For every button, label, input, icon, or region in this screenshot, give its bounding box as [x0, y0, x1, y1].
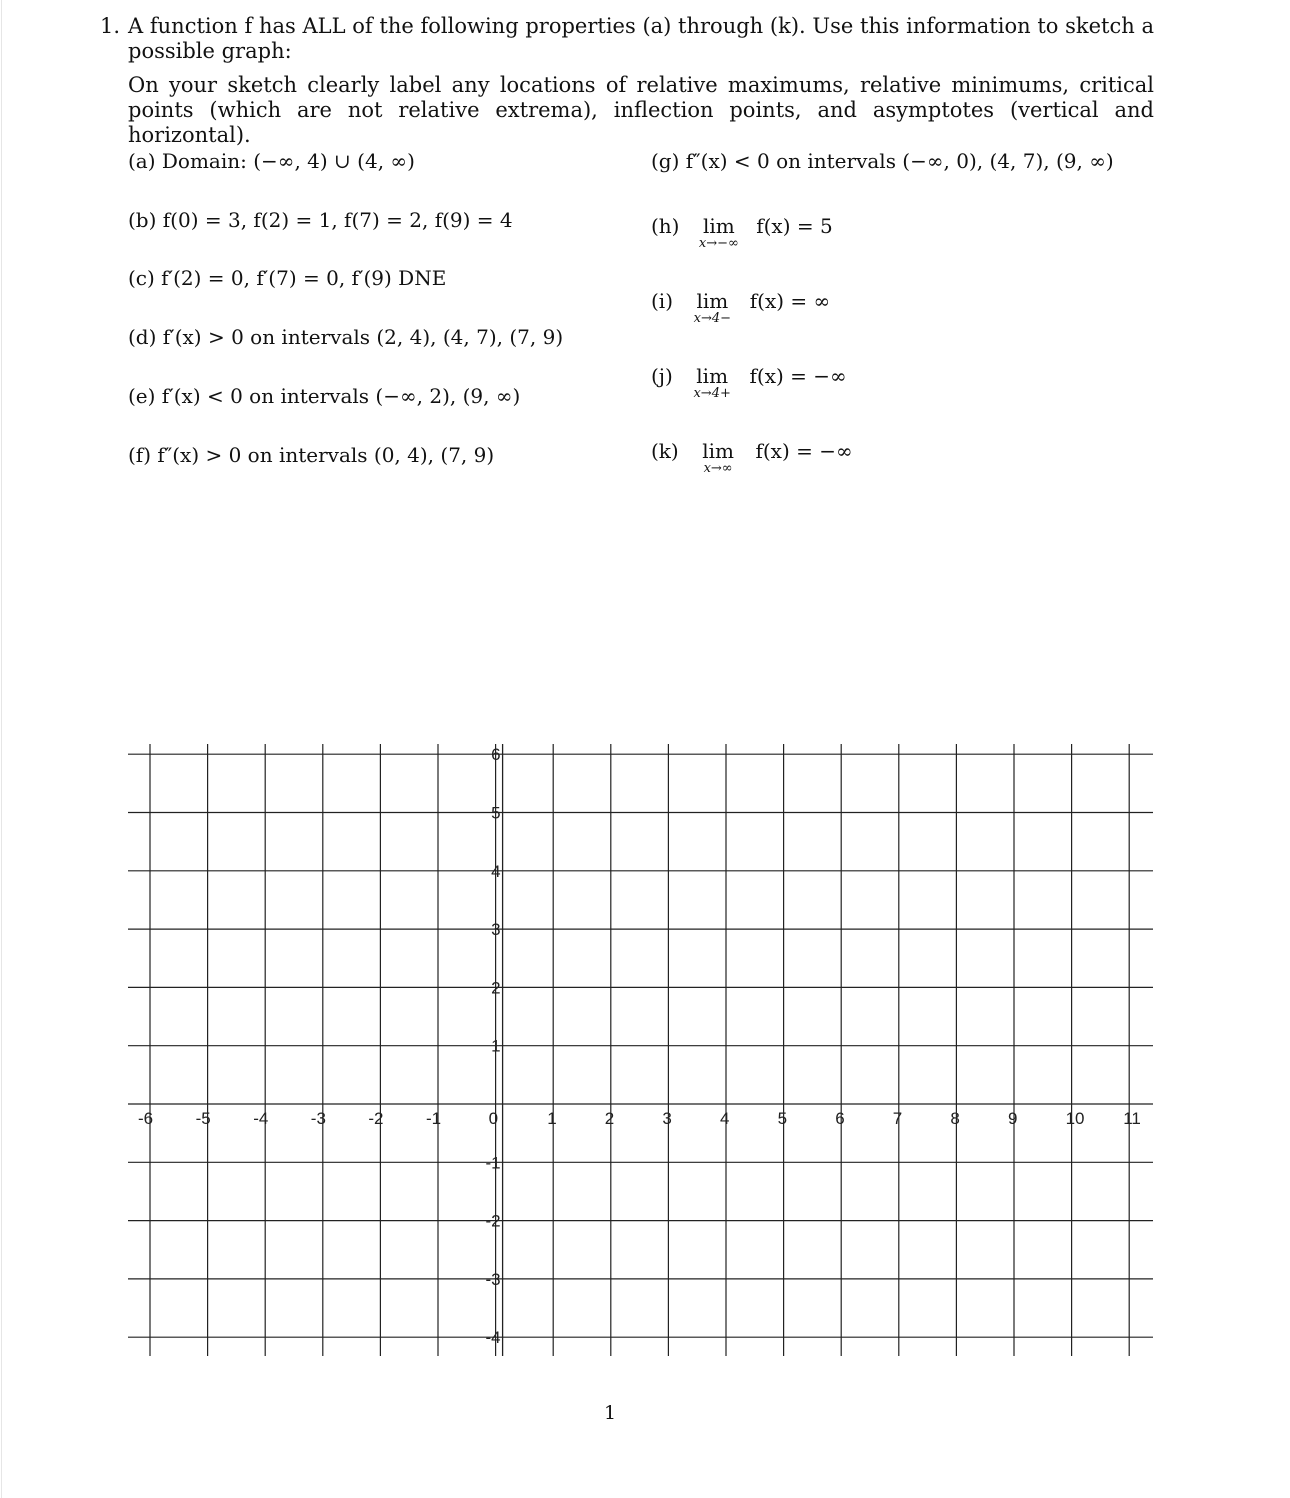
page-number: 1: [604, 1402, 617, 1424]
property-j-sub: x→4+: [693, 386, 731, 401]
x-tick-label: 0: [488, 1109, 499, 1128]
x-tick-label: -6: [138, 1109, 154, 1128]
y-tick-label: 2: [491, 978, 501, 998]
x-tick-label: 10: [1065, 1109, 1085, 1128]
property-h-label: (h): [651, 214, 680, 238]
x-tick-label: 2: [604, 1109, 615, 1128]
property-g: (g) f″(x) < 0 on intervals (−∞, 0), (4, 7), (9, ∞): [651, 149, 1114, 173]
property-b: (b) f(0) = 3, f(2) = 1, f(7) = 2, f(9) = 4: [128, 208, 513, 232]
y-tick-label: 1: [491, 1036, 501, 1056]
problem-number: 1.: [100, 14, 121, 38]
property-i-sub: x→4−: [693, 311, 732, 326]
x-tick-label: -5: [195, 1109, 211, 1128]
x-tick-label: 11: [1123, 1109, 1141, 1128]
property-k-label: (k): [651, 439, 679, 463]
y-tick-label: -1: [485, 1153, 501, 1173]
problem-instructions: On your sketch clearly label any locations of relative maximums, relative minimums, critical points (which are not relative extrema), inflection points, and asymptotes (vertical and horizontal).: [128, 73, 1154, 147]
property-j-expr: f(x) = −∞: [749, 364, 847, 388]
property-h-lim: lim x→−∞: [692, 214, 746, 238]
property-j-lim: lim x→4+: [685, 364, 739, 388]
y-tick-label: -4: [485, 1328, 501, 1348]
x-tick-label: 5: [777, 1109, 788, 1128]
x-tick-label: -1: [426, 1109, 442, 1128]
x-tick-label: -3: [310, 1109, 326, 1128]
x-tick-label: 9: [1008, 1109, 1018, 1128]
property-i-lim: lim x→4−: [685, 289, 739, 313]
property-h-expr: f(x) = 5: [756, 214, 833, 238]
y-tick-label: 4: [491, 861, 501, 881]
y-tick-label: 5: [491, 803, 501, 823]
property-j-label: (j): [651, 364, 673, 388]
property-k-lim: lim x→∞: [691, 439, 745, 463]
x-tick-label: 6: [835, 1109, 845, 1128]
x-tick-label: -4: [253, 1109, 269, 1128]
x-tick-label: 7: [892, 1109, 903, 1128]
problem-intro: A function f has ALL of the following properties (a) through (k). Use this information to sketch a possible graph:: [128, 14, 1154, 63]
x-tick-label: 8: [950, 1109, 960, 1128]
property-c: (c) f′(2) = 0, f′(7) = 0, f′(9) DNE: [128, 266, 447, 290]
property-k-sub: x→∞: [703, 461, 733, 476]
x-tick-label: 1: [547, 1109, 557, 1128]
property-k-expr: f(x) = −∞: [755, 439, 853, 463]
property-h-sub: x→−∞: [698, 236, 739, 251]
property-d: (d) f′(x) > 0 on intervals (2, 4), (4, 7), (7, 9): [128, 325, 564, 349]
x-tick-label: 3: [662, 1109, 672, 1128]
y-tick-label: 3: [491, 920, 501, 940]
y-tick-label: -2: [485, 1211, 501, 1231]
property-f: (f) f″(x) > 0 on intervals (0, 4), (7, 9): [128, 443, 495, 467]
property-e: (e) f′(x) < 0 on intervals (−∞, 2), (9, ∞): [128, 384, 521, 408]
property-a: (a) Domain: (−∞, 4) ∪ (4, ∞): [128, 149, 415, 173]
x-tick-label: -2: [368, 1109, 384, 1128]
property-i-label: (i): [651, 289, 674, 313]
property-i-expr: f(x) = ∞: [749, 289, 831, 313]
y-tick-label: -3: [485, 1269, 501, 1289]
y-tick-label: 6: [491, 745, 501, 765]
x-tick-label: 4: [720, 1109, 730, 1128]
